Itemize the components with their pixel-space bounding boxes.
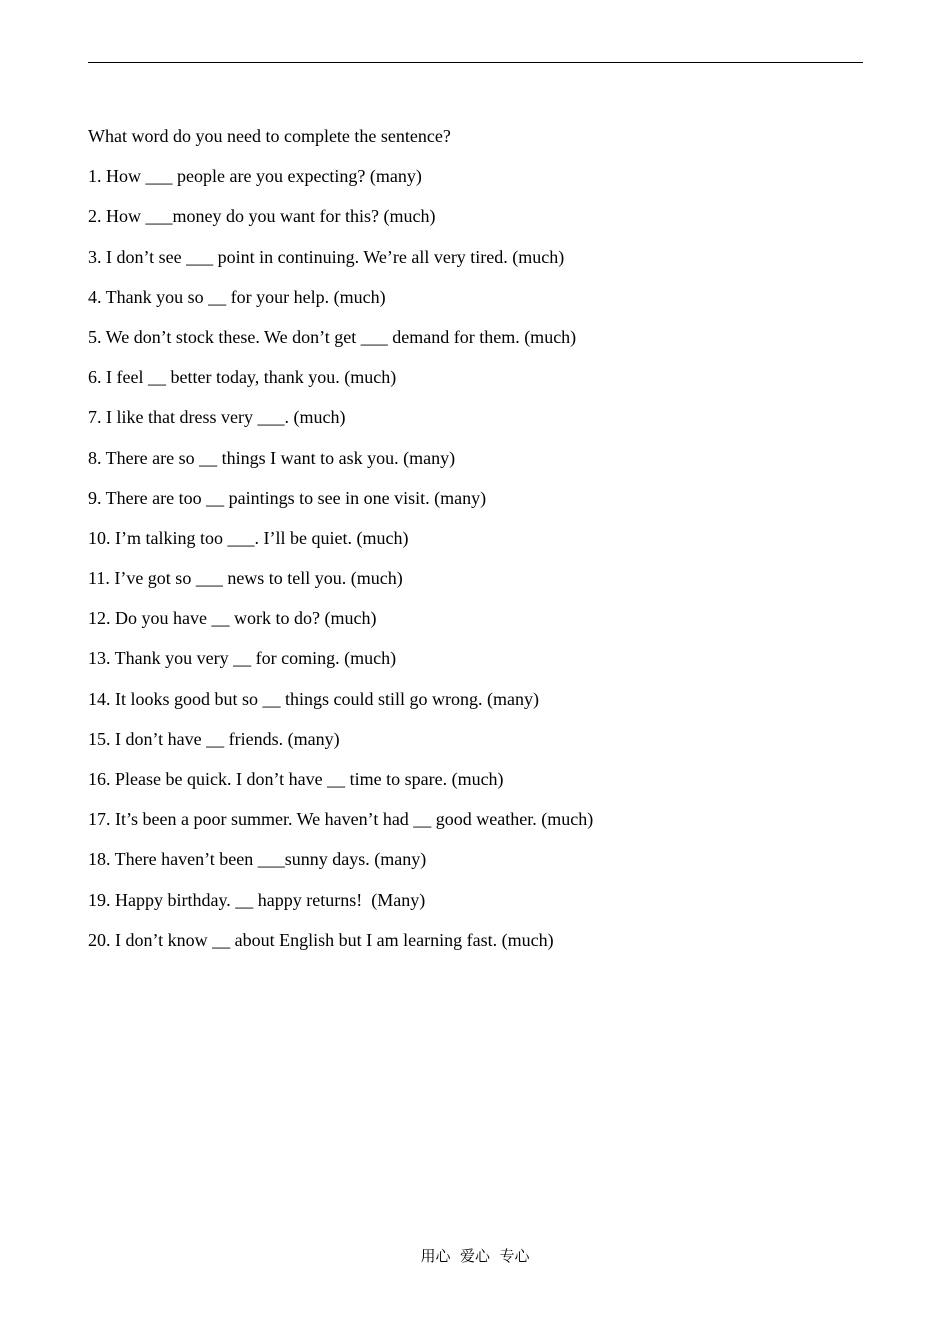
- question-17: 17. It’s been a poor summer. We haven’t had __ good weather. (much): [88, 809, 594, 830]
- question-1: 1. How ___ people are you expecting? (many): [88, 166, 422, 187]
- question-15: 15. I don’t have __ friends. (many): [88, 728, 340, 749]
- question-4: 4. Thank you so __ for your help. (much): [88, 286, 386, 307]
- question-7: 7. I like that dress very ___. (much): [88, 407, 346, 428]
- question-10: 10. I’m talking too ___. I’ll be quiet. (much): [88, 527, 409, 548]
- question-5: 5. We don’t stock these. We don’t get ___ demand for them. (much): [88, 326, 577, 347]
- page-footer: 用心 爱心 专心: [420, 1247, 530, 1265]
- instructions: What word do you need to complete the sentence?: [88, 126, 451, 146]
- question-20: 20. I don’t know __ about English but I am learning fast. (much): [88, 929, 554, 950]
- worksheet-content: [88, 124, 863, 968]
- question-2: 2. How ___money do you want for this? (much): [88, 206, 436, 227]
- question-8: 8. There are so __ things I want to ask you. (many): [88, 447, 456, 468]
- question-18: 18. There haven’t been ___sunny days. (many): [88, 849, 427, 870]
- question-3: 3. I don’t see ___ point in continuing. We’re all very tired. (much): [88, 246, 565, 267]
- question-19: 19. Happy birthday. __ happy returns! (Many): [88, 889, 426, 910]
- question-9: 9. There are too __ paintings to see in one visit. (many): [88, 487, 487, 508]
- question-16: 16. Please be quick. I don’t have __ time to spare. (much): [88, 769, 504, 789]
- question-13: 13. Thank you very __ for coming. (much): [88, 648, 397, 669]
- question-11: 11. I’ve got so ___ news to tell you. (much): [88, 568, 403, 589]
- question-6: 6. I feel __ better today, thank you. (much): [88, 367, 397, 388]
- question-12: 12. Do you have __ work to do? (much): [88, 608, 377, 629]
- question-14: 14. It looks good but so __ things could still go wrong. (many): [88, 688, 539, 709]
- header-rule: [88, 62, 863, 63]
